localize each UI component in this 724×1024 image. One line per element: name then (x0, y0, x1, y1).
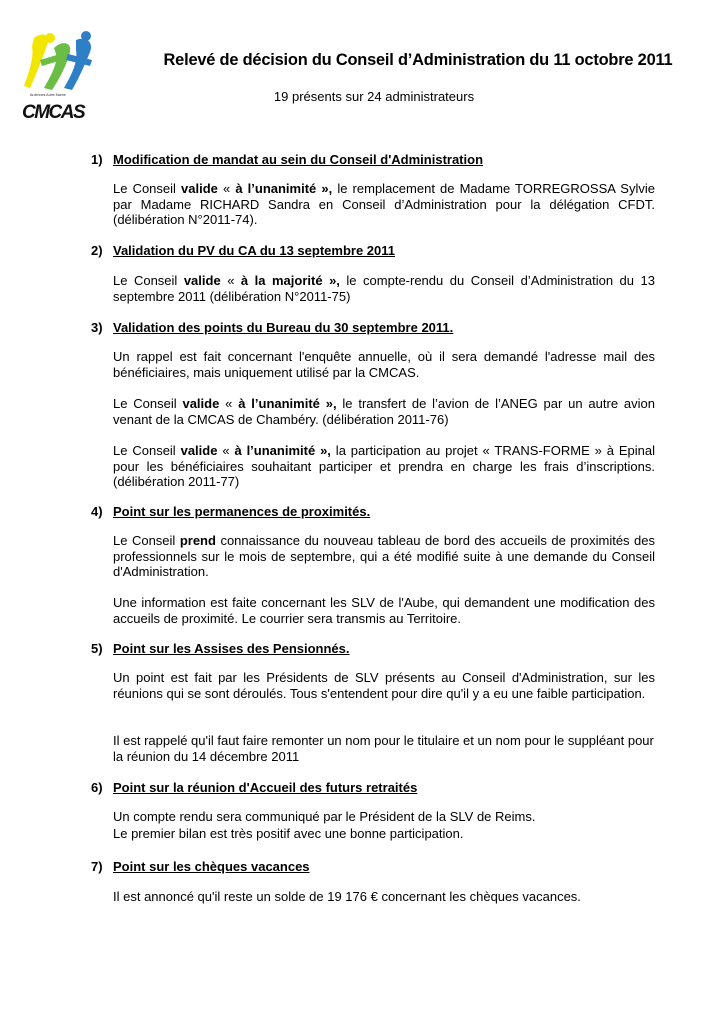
paragraph-text: Le Conseil (113, 181, 182, 196)
section-title: Modification de mandat au sein du Conseil d'Administration (113, 152, 484, 167)
emphasis-text: à l’unanimité », (238, 396, 337, 411)
attendance-count: 19 présents sur 24 administrateurs (273, 89, 475, 104)
decision-paragraph (113, 889, 655, 905)
section-number: 6) (91, 780, 103, 795)
paragraph-text: Le Conseil (113, 533, 180, 548)
paragraph-text: connaissance du nouveau tableau de bord des accueils de proximités des professionnels sur le mois de septembre, qui a été modifié suite à une demande du Conseil d'Administration. (113, 533, 656, 579)
paragraph-text: Une information est faite concernant les SLV de l'Aube, qui demandent une modification des accueils de proximité. Le courrier sera transmis au Territoire. (113, 595, 655, 626)
cmcas-logo (20, 30, 102, 122)
paragraph-text: « (219, 396, 239, 411)
decision-paragraph (113, 396, 655, 427)
cmcas-logo-graphic (20, 30, 102, 122)
emphasis-text: prend (179, 533, 216, 548)
logo-wordmark: CMCAS (22, 102, 85, 122)
emphasis-text: valide (181, 181, 218, 196)
emphasis-text: valide (182, 396, 220, 411)
section-title: Point sur les chèques vacances (113, 859, 310, 874)
decision-paragraph (113, 443, 655, 490)
paragraph-text: Le Conseil (113, 273, 184, 288)
section-number: 3) (91, 320, 103, 335)
decision-paragraph (113, 826, 655, 842)
decision-paragraph (113, 533, 655, 580)
paragraph-text: la participation au projet « TRANS-FORME » à Epinal pour les bénéficiaires souhaitant participer et prendra en charge les frais d’inscriptions. (délibération 2011-77) (113, 443, 655, 489)
section-title: Validation du PV du CA du 13 septembre 2011 (113, 243, 395, 258)
decision-paragraph (113, 349, 655, 380)
paragraph-text: Le Conseil (113, 443, 181, 458)
paragraph-text: Le premier bilan est très positif avec une bonne participation. (113, 826, 464, 841)
paragraph-text: « (217, 181, 236, 196)
paragraph-text: Un rappel est fait concernant l'enquête annuelle, où il sera demandé l'adresse mail des bénéficiaires, mais uniquement utilisé par la CMCAS. (113, 349, 655, 380)
logo-region-labels: Ardennes Aube Marne (30, 93, 66, 97)
emphasis-text: à l’unanimité », (234, 443, 331, 458)
section-title: Point sur les permanences de proximités. (113, 504, 371, 519)
paragraph-text: le compte-rendu du Conseil d’Administration du 13 septembre 2011 (délibération N°2011-75) (113, 273, 655, 304)
paragraph-text: Le Conseil (113, 396, 183, 411)
section-title: Validation des points du Bureau du 30 septembre 2011. (113, 320, 454, 335)
paragraph-text: le transfert de l’avion de l’ANEG par un autre avion venant de la CMCAS de Chambéry. (délibération 2011-76) (113, 396, 655, 427)
paragraph-text: Un compte rendu sera communiqué par le Président de la SLV de Reims. (113, 809, 536, 824)
emphasis-text: à l’unanimité », (235, 181, 333, 196)
paragraph-text: « (217, 443, 235, 458)
section-title: Point sur les Assises des Pensionnés. (113, 641, 350, 656)
emphasis-text: à la majorité », (240, 273, 340, 288)
decision-paragraph (113, 273, 655, 304)
paragraph-text: Il est rappelé qu'il faut faire remonter un nom pour le titulaire et un nom pour le suppléant pour la réunion du 14 décembre 2011 (113, 733, 654, 764)
emphasis-text: valide (183, 273, 221, 288)
paragraph-text: le remplacement de Madame TORREGROSSA Sylvie par Madame RICHARD Sandra en Conseil d’Administration pour la délégation CFDT. (délibération N°2011-74). (113, 181, 655, 227)
decision-paragraph (113, 595, 655, 626)
document-title: Relevé de décision du Conseil d’Administration du 11 octobre 2011 (163, 51, 673, 69)
section-number: 4) (91, 504, 103, 519)
decision-paragraph (113, 670, 655, 701)
emphasis-text: valide (180, 443, 218, 458)
section-number: 2) (91, 243, 103, 258)
decision-paragraph (113, 181, 655, 228)
paragraph-text: Il est annoncé qu'il reste un solde de 19 176 € concernant les chèques vacances. (113, 889, 581, 904)
decision-paragraph (113, 733, 655, 764)
paragraph-text: Un point est fait par les Présidents de SLV présents au Conseil d'Administration, sur les réunions qui se sont déroulés. Tous s'entendent pour dire qu'il y a eu une faible participation. (113, 670, 655, 701)
paragraph-text: « (220, 273, 241, 288)
section-number: 5) (91, 641, 103, 656)
decision-paragraph (113, 809, 655, 825)
section-number: 7) (91, 859, 103, 874)
section-number: 1) (91, 152, 103, 167)
section-title: Point sur la réunion d'Accueil des futurs retraités (113, 780, 418, 795)
